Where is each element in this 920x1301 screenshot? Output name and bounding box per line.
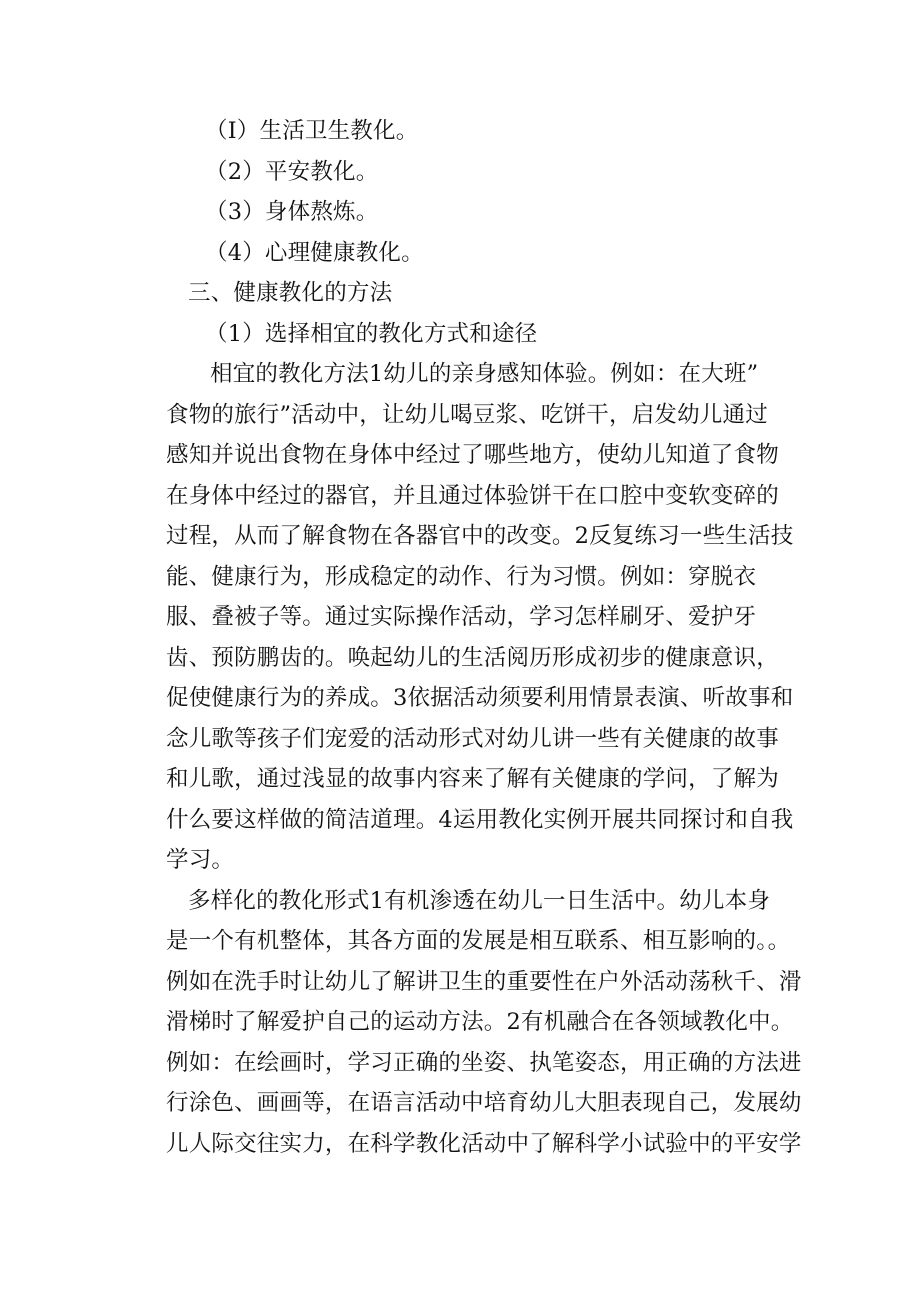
paragraph-1-line-10: 念儿歌等孩子们宠爱的活动形式对幼儿讲一些有关健康的故事 (166, 726, 779, 752)
paragraph-2-line-3: 例如在洗手时让幼儿了解讲卫生的重要性在户外活动荡秋千、滑 (166, 969, 802, 995)
paragraph-2-line-5: 例如：在绘画时，学习正确的坐姿、执笔姿态，用正确的方法进 (166, 1050, 802, 1076)
paragraph-1-line-1: 相宜的教化方法1幼儿的亲身感知体验。例如：在大班” (210, 361, 759, 387)
paragraph-1-line-3: 感知并说出食物在身体中经过了哪些地方，使幼儿知道了食物 (166, 442, 779, 468)
paragraph-1-line-2: 食物的旅行”活动中，让幼儿喝豆浆、吃饼干，启发幼儿通过 (166, 402, 768, 428)
section-heading: 三、健康教化的方法 (188, 280, 393, 306)
paragraph-1-line-5: 过程，从而了解食物在各器官中的改变。2反复练习一些生活技 (166, 523, 794, 549)
paragraph-2-line-6: 行涂色、画画等，在语言活动中培育幼儿大胆表现自己，发展幼 (166, 1090, 802, 1116)
paragraph-1-line-13: 学习。 (166, 847, 235, 873)
paragraph-1-line-8: 齿、预防鹏齿的。唤起幼儿的生活阅历形成初步的健康意识， (166, 645, 779, 671)
paragraph-1-line-12: 什么要这样做的简洁道理。4运用教化实例开展共同探讨和自我 (166, 807, 794, 833)
paragraph-1-line-7: 服、叠被子等。通过实际操作活动，学习怎样刷牙、爱护牙 (166, 604, 757, 630)
list-item-4: （4）心理健康教化。 (205, 240, 424, 266)
list-item-3: （3）身体熬炼。 (205, 199, 379, 225)
paragraph-2-line-2: 是一个有机整体，其各方面的发展是相互联系、相互影响的。。 (166, 928, 791, 954)
paragraph-2-line-1: 多样化的教化形式1有机渗透在幼儿一日生活中。幼儿本身 (188, 888, 771, 914)
paragraph-2-line-7: 儿人际交往实力，在科学教化活动中了解科学小试验中的平安学 (166, 1131, 802, 1157)
list-item-1: （I）生活卫生教化。 (205, 118, 419, 144)
subheading: （1）选择相宜的教化方式和途径 (205, 321, 538, 347)
paragraph-1-line-9: 促使健康行为的养成。3依据活动须要利用情景表演、听故事和 (166, 685, 794, 711)
paragraph-2-line-4: 滑梯时了解爱护自己的运动方法。2有机融合在各领域教化中。 (166, 1009, 794, 1035)
list-item-2: （2）平安教化。 (205, 159, 379, 185)
paragraph-1-line-4: 在身体中经过的器官，并且通过体验饼干在口腔中变软变碎的 (166, 483, 779, 509)
paragraph-1-line-6: 能、健康行为，形成稳定的动作、行为习惯。例如：穿脱衣 (166, 564, 757, 590)
paragraph-1-line-11: 和儿歌，通过浅显的故事内容来了解有关健康的学问，了解为 (166, 766, 779, 792)
